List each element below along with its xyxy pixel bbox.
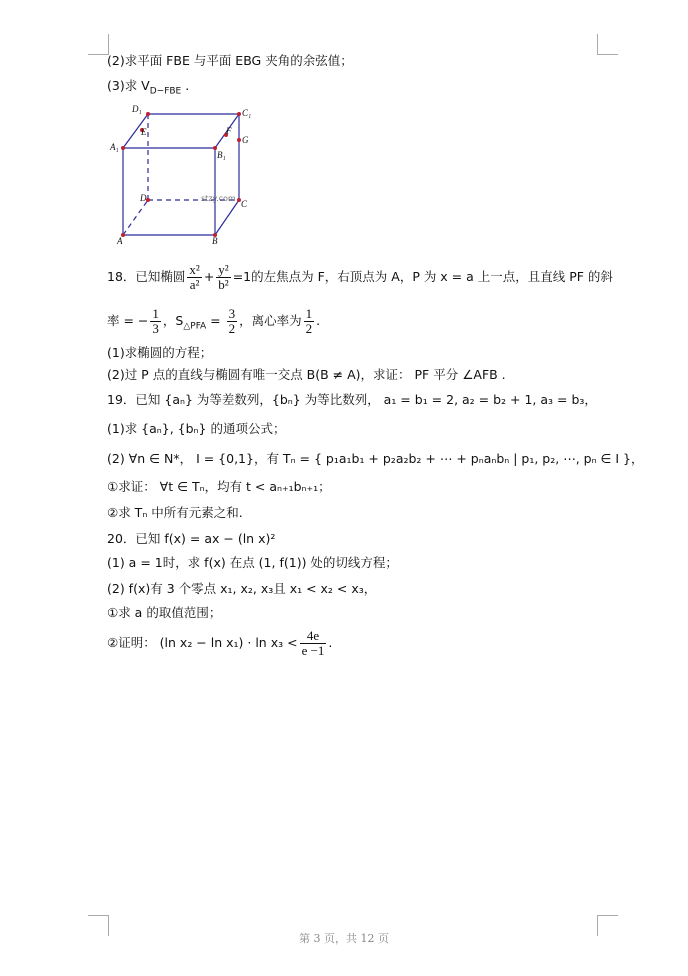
label-D1: D₁ xyxy=(132,104,142,114)
q18-stem-line2: 率 = − $\frac{1}{3}$ ，$S_{\triangle PFA}$ = $\frac{3}{2}$ ，离心率为 $\frac{1}{2}$ . xyxy=(107,306,321,336)
q20-stem: 20．已知 f(x) = ax − (ln x)² xyxy=(107,531,276,546)
label-E: E xyxy=(141,127,147,137)
q18-part1: (1)求椭圆的方程； xyxy=(107,345,213,360)
cube-figure xyxy=(108,102,258,250)
label-D: D xyxy=(140,193,147,203)
q18-stem-line1: 18．已知椭圆 $\frac{\text{x²}}{\text{a²}}$ + $\frac{\text{y²}}{\text{b²}}$ =1的左焦点为 F，右顶点为 A，P 为 x = a 上一点，且直线 PF 的斜 xyxy=(107,262,613,292)
q19-stem: 19．已知 {aₙ} 为等差数列，{bₙ} 为等比数列， a₁ = b₁ = 2, a₂ = b₂ + 1, a₃ = b₃， xyxy=(107,392,597,407)
q19-sub2: ②求 Tₙ 中所有元素之和. xyxy=(107,505,243,520)
crop-mark-top-right xyxy=(597,34,618,55)
q19-part2: (2) ∀n ∈ N*， I = {0,1}，有 Tₙ = { p₁a₁b₁ + p₂a₂b₂ + ⋯ + pₙaₙbₙ | p₁, p₂, ⋯, pₙ ∈ I }， xyxy=(107,451,644,466)
label-B1: B₁ xyxy=(217,150,226,160)
watermark: stzy.com xyxy=(201,194,236,203)
point-D xyxy=(146,198,150,202)
q20-part2: (2) f(x)有 3 个零点 x₁, x₂, x₃且 x₁ < x₂ < x₃， xyxy=(107,581,377,596)
point-G xyxy=(237,138,241,142)
point-D1 xyxy=(146,112,150,116)
point-A1 xyxy=(121,146,125,150)
label-G: G xyxy=(242,135,249,145)
page-footer: 第 3 页，共 12 页 xyxy=(299,932,389,945)
point-C1 xyxy=(237,112,241,116)
crop-mark-top-left xyxy=(88,34,109,55)
label-A1: A₁ xyxy=(110,142,119,152)
q20-part1: (1) a = 1时，求 f(x) 在点 (1, f(1)) 处的切线方程； xyxy=(107,555,398,570)
q18-part2: (2)过 P 点的直线与椭圆有唯一交点 B(B ≠ A)，求证： PF 平分 ∠AFB . xyxy=(107,367,506,382)
q19-part1: (1)求 {aₙ}, {bₙ} 的通项公式； xyxy=(107,421,286,436)
label-A: A xyxy=(117,236,123,246)
q17-part3: (3)求 $V_{D-FBE}$ . xyxy=(107,78,190,97)
q17-part2: (2)求平面 FBE 与平面 EBG 夹角的余弦值； xyxy=(107,53,353,68)
label-C: C xyxy=(241,199,248,209)
q19-sub1: ①求证： ∀t ∈ Tₙ，均有 t < aₙ₊₁bₙ₊₁； xyxy=(107,479,331,494)
label-C1: C₁ xyxy=(242,108,252,118)
label-F: F xyxy=(226,126,232,136)
q20-sub2: ②证明： (ln x₂ − ln x₁) · ln x₃ < $\frac{4e}{e -1}$ . xyxy=(107,628,333,658)
q20-sub1: ①求 a 的取值范围； xyxy=(107,605,222,620)
label-B: B xyxy=(212,236,218,246)
